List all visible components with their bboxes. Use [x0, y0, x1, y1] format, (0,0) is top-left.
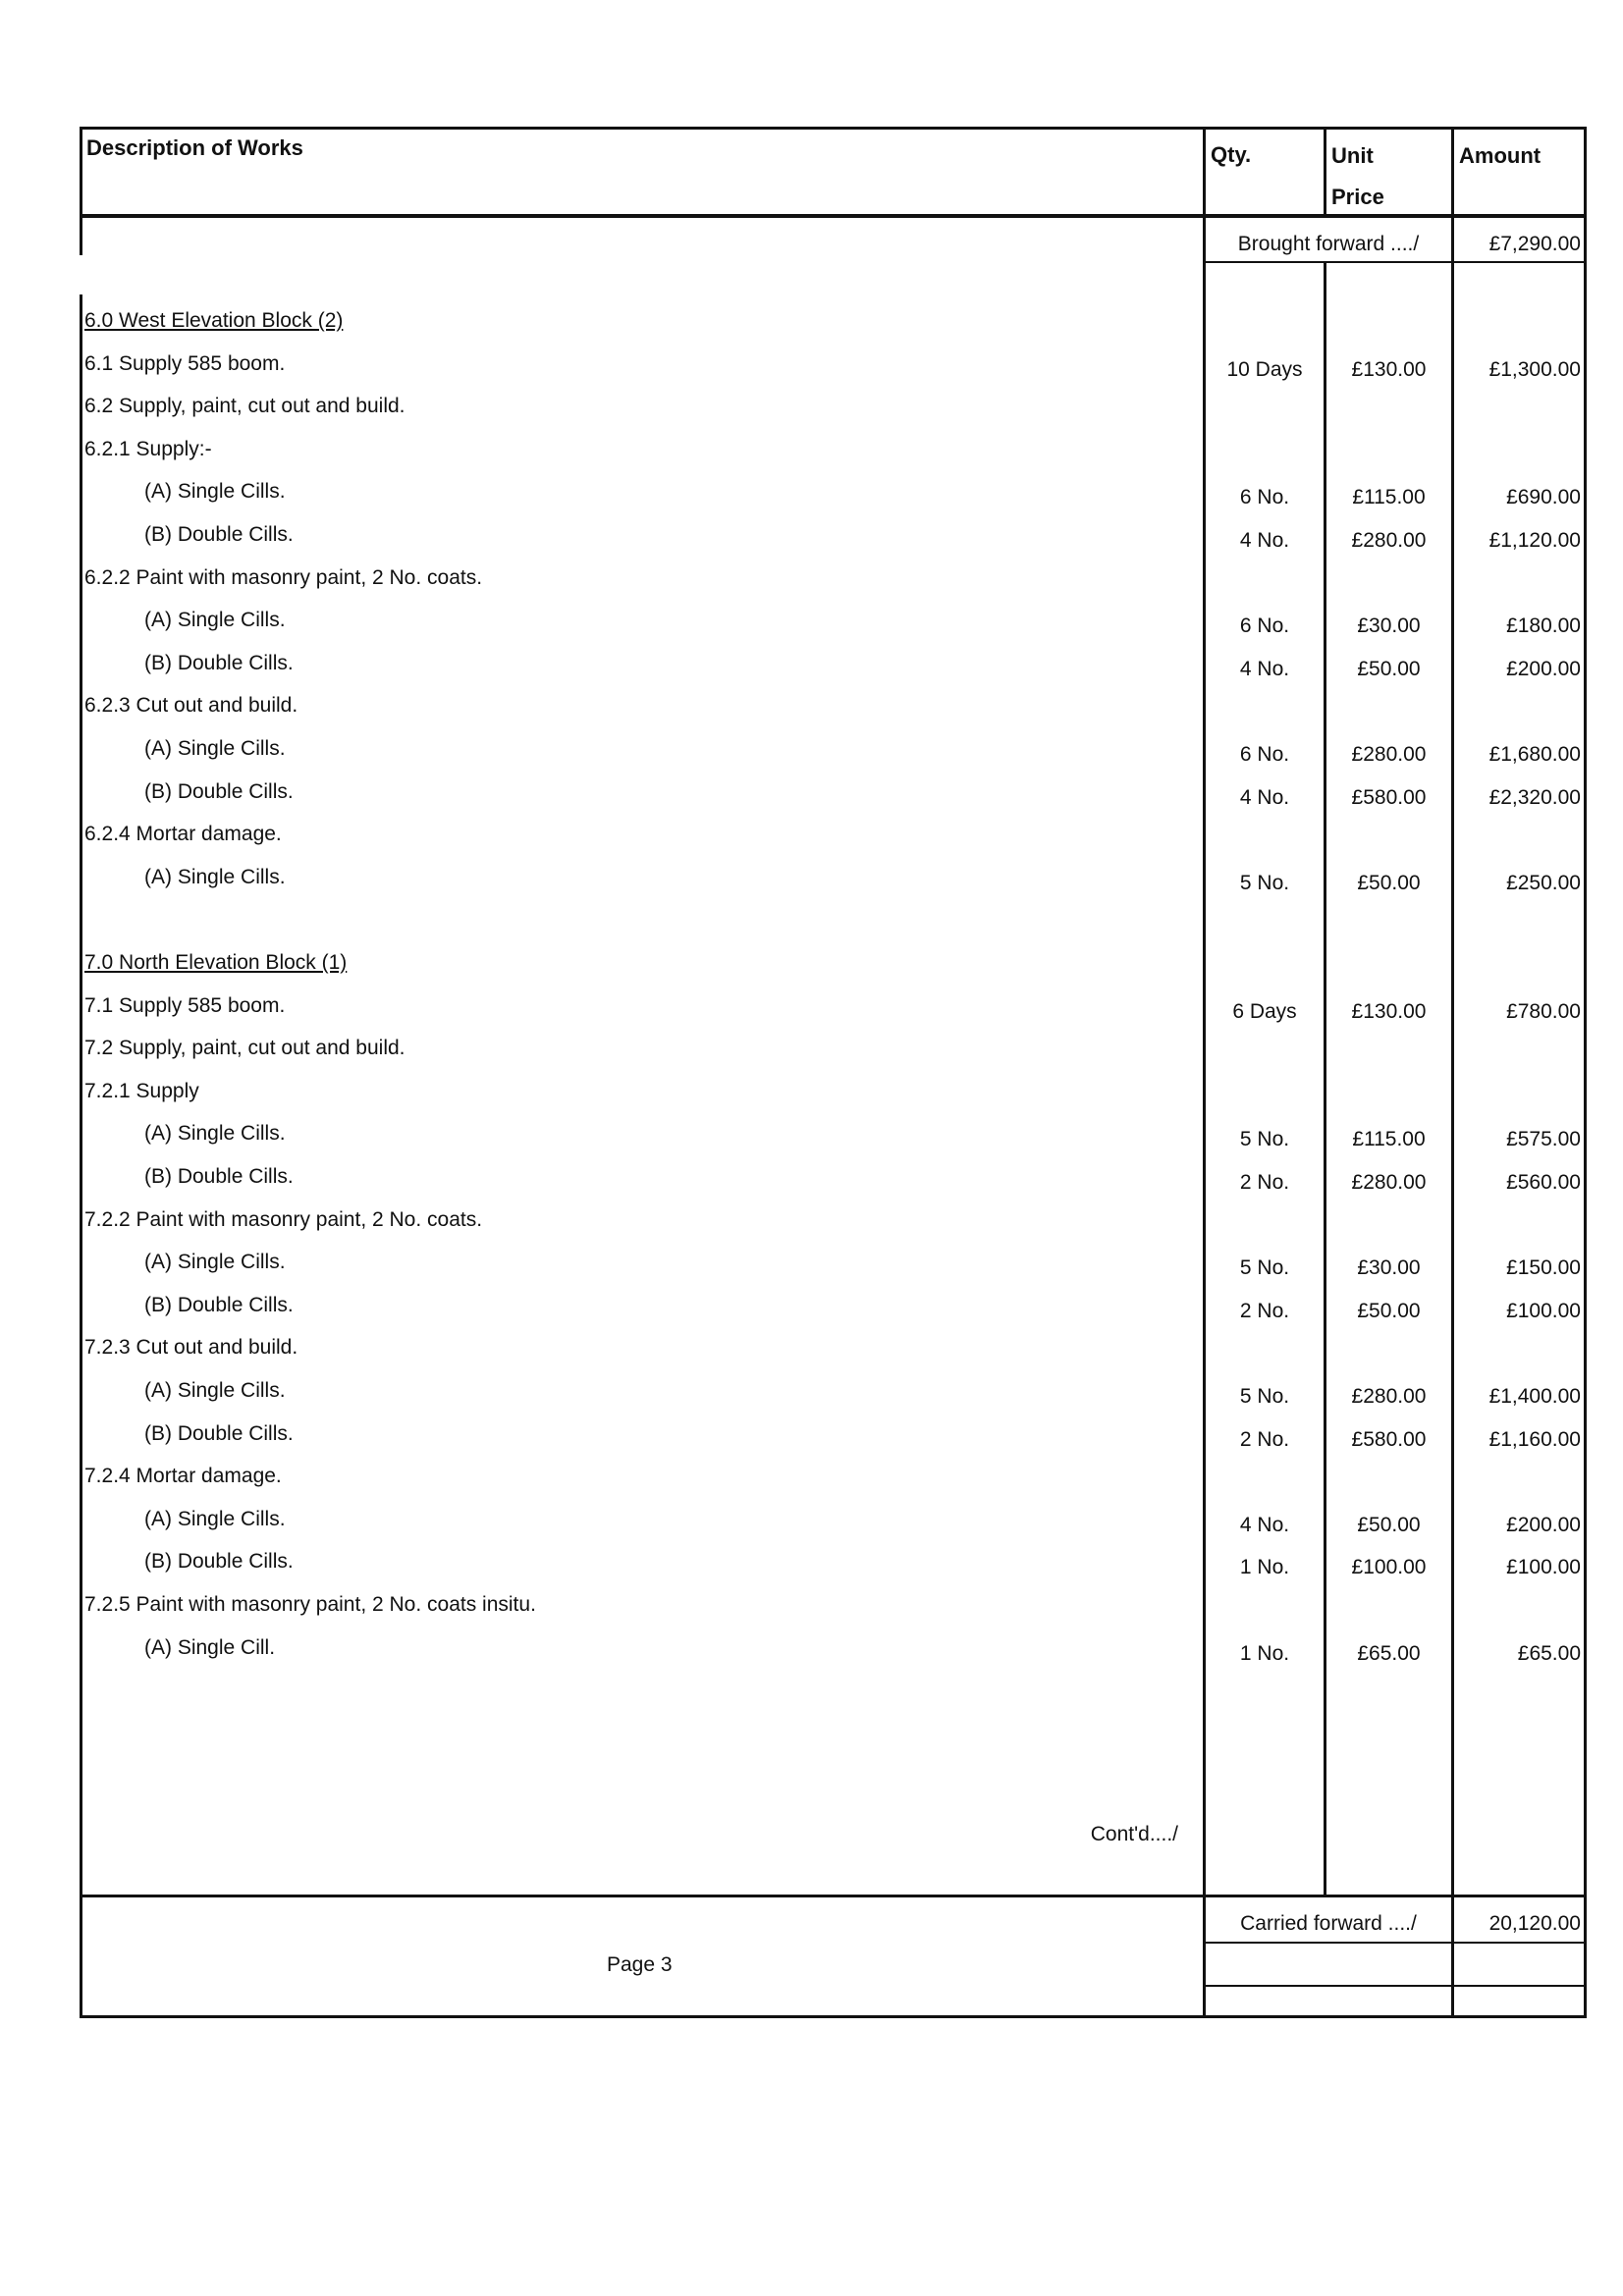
table-top-border	[80, 127, 1587, 130]
row-amount: £1,400.00	[1488, 1385, 1581, 1408]
row-qty: 6 No.	[1239, 486, 1290, 508]
row-description: 7.2.3 Cut out and build.	[84, 1336, 298, 1359]
row-description: (A) Single Cills.	[144, 1508, 286, 1530]
row-description: 6.2.4 Mortar damage.	[84, 823, 282, 845]
table-bottom-border	[80, 2015, 1587, 2018]
row-qty: 2 No.	[1239, 1300, 1290, 1322]
row-qty: 4 No.	[1239, 786, 1290, 809]
row-description: (A) Single Cill.	[144, 1636, 276, 1659]
row-description: (B) Double Cills.	[144, 523, 294, 546]
header-description: Description of Works	[86, 135, 303, 160]
row-description: 7.2.2 Paint with masonry paint, 2 No. coats.	[84, 1208, 483, 1231]
row-amount: £575.00	[1506, 1128, 1581, 1150]
row-unit-price: £580.00	[1351, 786, 1427, 809]
row-description: 6.1 Supply 585 boom.	[84, 352, 286, 375]
row-amount: £100.00	[1506, 1556, 1581, 1578]
row-qty: 5 No.	[1239, 1128, 1290, 1150]
carried-forward-top-border	[80, 1895, 1587, 1897]
row-unit-price: £280.00	[1351, 529, 1427, 552]
row-description: 6.2.2 Paint with masonry paint, 2 No. coats.	[84, 566, 483, 589]
row-unit-price: £50.00	[1357, 1514, 1421, 1536]
row-description: 7.2.4 Mortar damage.	[84, 1465, 282, 1487]
row-amount: £180.00	[1506, 614, 1581, 637]
footer-row-border	[1203, 1985, 1587, 1987]
row-unit-price: £65.00	[1357, 1642, 1421, 1665]
row-description: (A) Single Cills.	[144, 1122, 286, 1145]
amount-column-divider	[1451, 127, 1454, 2017]
row-qty: 10 Days	[1226, 358, 1303, 381]
row-unit-price: £280.00	[1351, 743, 1427, 766]
row-qty: 6 No.	[1239, 743, 1290, 766]
row-amount: £200.00	[1506, 658, 1581, 680]
row-unit-price: £30.00	[1357, 614, 1421, 637]
row-unit-price: £580.00	[1351, 1428, 1427, 1451]
row-description: (A) Single Cills.	[144, 1251, 286, 1273]
row-unit-price: £30.00	[1357, 1256, 1421, 1279]
row-unit-price: £115.00	[1352, 486, 1426, 508]
row-amount: £780.00	[1506, 1000, 1581, 1023]
row-description: (B) Double Cills.	[144, 652, 294, 674]
header-qty: Qty.	[1211, 142, 1252, 167]
brought-forward-amount: £7,290.00	[1488, 233, 1581, 255]
row-amount: £250.00	[1506, 872, 1581, 894]
row-unit-price: £50.00	[1357, 658, 1421, 680]
row-description: 6.2.1 Supply:-	[84, 438, 212, 460]
brought-forward-label: Brought forward ..../	[1237, 233, 1420, 255]
header-unit-price-line1: Unit	[1331, 143, 1374, 168]
row-description: 6.2.3 Cut out and build.	[84, 694, 298, 717]
row-unit-price: £130.00	[1351, 358, 1427, 381]
row-qty: 5 No.	[1239, 1385, 1290, 1408]
row-description: (B) Double Cills.	[144, 1550, 294, 1573]
row-description: 6.2 Supply, paint, cut out and build.	[84, 395, 406, 417]
row-qty: 4 No.	[1239, 529, 1290, 552]
brought-forward-row-border	[1203, 261, 1587, 263]
row-unit-price: £50.00	[1357, 872, 1421, 894]
row-description: (A) Single Cills.	[144, 866, 286, 888]
row-description: 7.2.5 Paint with masonry paint, 2 No. coats insitu.	[84, 1593, 536, 1616]
row-description: (B) Double Cills.	[144, 1422, 294, 1445]
row-amount: £560.00	[1506, 1171, 1581, 1194]
row-qty: 6 No.	[1239, 614, 1290, 637]
carried-forward-label: Carried forward ..../	[1240, 1912, 1417, 1935]
row-amount: £100.00	[1506, 1300, 1581, 1322]
row-unit-price: £280.00	[1351, 1171, 1427, 1194]
header-amount: Amount	[1459, 143, 1542, 168]
row-qty: 4 No.	[1239, 1514, 1290, 1536]
table-left-border	[80, 127, 82, 255]
row-amount: £200.00	[1506, 1514, 1581, 1536]
row-amount: £1,160.00	[1488, 1428, 1581, 1451]
row-amount: £150.00	[1506, 1256, 1581, 1279]
header-unit-price-line2: Price	[1331, 185, 1384, 209]
page-number: Page 3	[607, 1953, 673, 1976]
row-unit-price: £130.00	[1351, 1000, 1427, 1023]
row-unit-price: £115.00	[1352, 1128, 1426, 1150]
row-amount: £690.00	[1506, 486, 1581, 508]
row-amount: £1,300.00	[1488, 358, 1581, 381]
table-right-border	[1584, 127, 1587, 2017]
carried-forward-row-border	[1203, 1942, 1587, 1944]
row-description: (B) Double Cills.	[144, 1294, 294, 1316]
row-description: 7.2.1 Supply	[84, 1080, 199, 1102]
row-qty: 1 No.	[1239, 1642, 1290, 1665]
row-description: (B) Double Cills.	[144, 780, 294, 803]
row-amount: £1,120.00	[1488, 529, 1581, 552]
row-unit-price: £100.00	[1351, 1556, 1427, 1578]
header-bottom-border	[80, 214, 1587, 218]
row-qty: 2 No.	[1239, 1171, 1290, 1194]
row-description: 7.1 Supply 585 boom.	[84, 994, 286, 1017]
row-qty: 5 No.	[1239, 872, 1290, 894]
row-description: (A) Single Cills.	[144, 1379, 286, 1402]
row-qty: 4 No.	[1239, 658, 1290, 680]
row-qty: 5 No.	[1239, 1256, 1290, 1279]
continued-label: Cont'd..../	[1090, 1823, 1178, 1845]
carried-forward-amount: 20,120.00	[1488, 1912, 1581, 1935]
row-description: (A) Single Cills.	[144, 480, 286, 503]
row-description: (A) Single Cills.	[144, 609, 286, 631]
row-amount: £2,320.00	[1488, 786, 1581, 809]
row-amount: £1,680.00	[1488, 743, 1581, 766]
table-left-border-lower	[80, 294, 82, 2017]
row-description: 7.0 North Elevation Block (1)	[84, 951, 348, 974]
row-qty: 6 Days	[1232, 1000, 1297, 1023]
row-qty: 2 No.	[1239, 1428, 1290, 1451]
unit-price-column-divider	[1324, 127, 1326, 217]
row-unit-price: £50.00	[1357, 1300, 1421, 1322]
row-description: 7.2 Supply, paint, cut out and build.	[84, 1037, 406, 1059]
row-amount: £65.00	[1517, 1642, 1581, 1665]
row-unit-price: £280.00	[1351, 1385, 1427, 1408]
row-description: (A) Single Cills.	[144, 737, 286, 760]
qty-column-divider	[1203, 127, 1206, 2017]
row-description: (B) Double Cills.	[144, 1165, 294, 1188]
row-qty: 1 No.	[1239, 1556, 1290, 1578]
row-description: 6.0 West Elevation Block (2)	[84, 309, 344, 332]
